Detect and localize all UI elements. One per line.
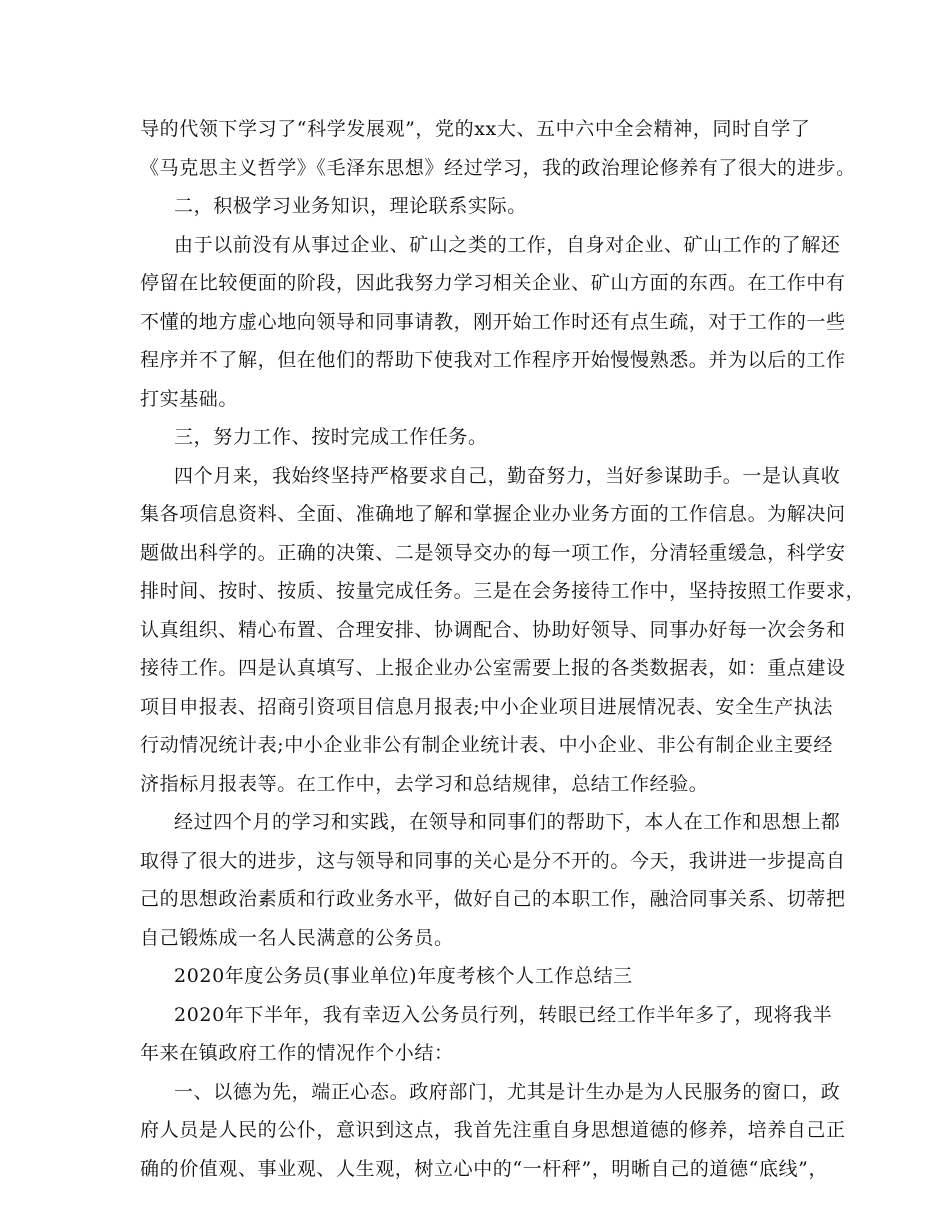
text-line: 排时间、按时、按质、按量完成任务。三是在会务接待工作中，坚持按照工作要求， [140, 580, 866, 602]
text-line: 确的价值观、事业观、人生观，树立心中的“一杆秤”，明晰自己的道德“底线”， [140, 1157, 829, 1180]
text-line: 停留在比较便面的阶段，因此我努力学习相关企业、矿山方面的东西。在工作中有 [140, 272, 846, 294]
text-line: 2020年下半年，我有幸迈入公务员行列，转眼已经工作半年多了，现将我半 [174, 1003, 833, 1026]
text-line: 二，积极学习业务知识，理论联系实际。 [174, 195, 527, 217]
text-line: 程序并不了解，但在他们的帮助下使我对工作程序开始慢慢熟悉。并为以后的工作 [140, 349, 846, 371]
text-line: 导的代领下学习了“科学发展观”，党的xx大、五中六中全会精神，同时自学了 [140, 118, 811, 140]
text-line: 三，努力工作、按时完成工作任务。 [174, 426, 488, 448]
text-line: 一、以德为先，端正心态。政府部门，尤其是计生办是为人民服务的窗口，政 [174, 1080, 841, 1103]
text-line: 《马克思主义哲学》《毛泽东思想》经过学习，我的政治理论修养有了很大的进步。 [140, 156, 856, 179]
text-line: 行动情况统计表;中小企业非公有制企业统计表、中小企业、非公有制企业主要经 [140, 734, 834, 756]
text-line: 年来在镇政府工作的情况作个小结： [140, 1042, 454, 1064]
text-line: 济指标月报表等。在工作中，去学习和总结规律，总结工作经验。 [140, 772, 709, 795]
text-line: 己的思想政治素质和行政业务水平，做好自己的本职工作，融洽同事关系、切蒂把 [140, 888, 846, 910]
text-line: 接待工作。四是认真填写、上报企业办公室需要上报的各类数据表，如：重点建设 [140, 657, 846, 679]
text-line: 不懂的地方虚心地向领导和同事请教，刚开始工作时还有点生疏，对于工作的一些 [140, 310, 846, 333]
text-line: 府人员是人民的公仆，意识到这点，我首先注重自身思想道德的修养，培养自己正 [140, 1119, 846, 1141]
text-line: 集各项信息资料、全面、准确地了解和掌握企业办业务方面的工作信息。为解决问 [140, 503, 846, 525]
text-line: 题做出科学的。正确的决策、二是领导交办的每一项工作，分清轻重缓急，科学安 [140, 541, 846, 564]
text-line: 2020年度公务员(事业单位)年度考核个人工作总结三 [174, 965, 633, 987]
text-line: 经过四个月的学习和实践，在领导和同事们的帮助下，本人在工作和思想上都 [174, 811, 841, 833]
text-line: 四个月来，我始终坚持严格要求自己，勤奋努力，当好参谋助手。一是认真收 [174, 464, 841, 487]
text-line: 打实基础。 [140, 387, 239, 410]
text-line: 取得了很大的进步，这与领导和同事的关心是分不开的。今天，我讲进一步提高自 [140, 849, 846, 872]
text-line: 项目申报表、招商引资项目信息月报表;中小企业项目进展情况表、安全生产执法 [140, 695, 834, 718]
text-line: 由于以前没有从事过企业、矿山之类的工作，自身对企业、矿山工作的了解还 [174, 233, 841, 256]
document-body [140, 110, 866, 1188]
text-line: 自己锻炼成一名人民满意的公务员。 [140, 926, 454, 949]
text-line: 认真组织、精心布置、合理安排、协调配合、协助好领导、同事办好每一次会务和 [140, 618, 846, 641]
